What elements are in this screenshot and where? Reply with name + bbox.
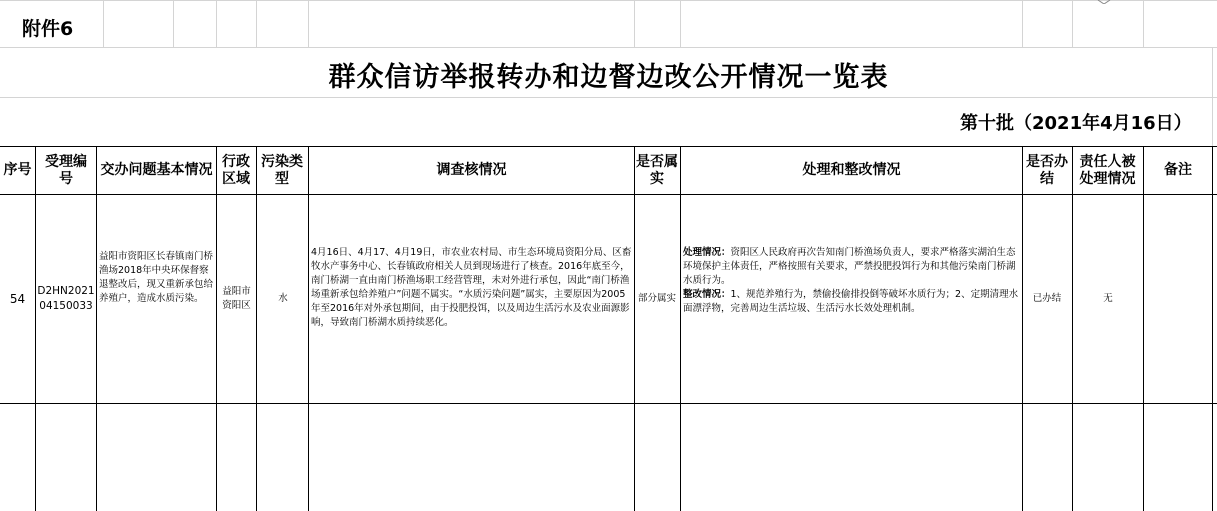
cell-pollution-type[interactable]: 水 <box>278 293 288 304</box>
grid-line <box>216 0 217 47</box>
header-district[interactable]: 行政区域 <box>222 153 250 187</box>
grid-line <box>634 0 635 47</box>
header-investigation[interactable]: 调查核情况 <box>436 162 507 178</box>
grid-line <box>103 0 104 47</box>
header-accept-no[interactable]: 受理编号 <box>45 153 87 187</box>
table-border <box>96 146 97 511</box>
table-border <box>256 146 257 511</box>
grid-line <box>256 0 257 47</box>
table-border <box>680 146 681 511</box>
cell-closed[interactable]: 已办结 <box>1032 293 1062 304</box>
cell-accountability[interactable]: 无 <box>1103 293 1113 304</box>
handling-title: 处理情况： <box>683 247 731 258</box>
table-border <box>1212 146 1213 511</box>
grid-line <box>1072 0 1073 47</box>
cell-problem[interactable]: 益阳市资阳区长春镇南门桥渔场2018年中央环保督察退整改后，现又重新承包给养殖户，造成水质污染。 <box>99 251 214 304</box>
grid-line <box>0 0 1217 1</box>
grid-line <box>680 0 681 47</box>
grid-line <box>173 0 174 47</box>
header-remarks[interactable]: 备注 <box>1164 162 1192 178</box>
grid-line <box>1143 0 1144 47</box>
grid-line <box>1022 0 1023 47</box>
rectify-title: 整改情况： <box>683 289 731 300</box>
table-border <box>308 146 309 511</box>
cell-is-true[interactable]: 部分属实 <box>638 293 677 304</box>
grid-line <box>0 97 1217 98</box>
sheet-corner-icon <box>1097 0 1111 4</box>
attachment-label: 附件6 <box>22 18 74 40</box>
header-problem[interactable]: 交办问题基本情况 <box>100 162 213 178</box>
table-border <box>0 403 1217 404</box>
table-border <box>35 146 36 511</box>
cell-accept-no[interactable]: D2HN202104150033 <box>37 285 95 312</box>
cell-handling[interactable] <box>683 246 1019 316</box>
table-border <box>1022 146 1023 511</box>
grid-line <box>0 47 1217 48</box>
rectify-text: 1、规范养殖行为，禁偷投偷排投倒等破坏水质行为；2、定期清理水面漂浮物，完善周边生活垃圾、生活污水长效处理机制。 <box>683 289 1019 314</box>
cell-district[interactable]: 益阳市资阳区 <box>222 286 251 311</box>
batch-date: 第十批（2021年4月16日） <box>960 113 1192 134</box>
handling-text: 资阳区人民政府再次告知南门桥渔场负责人，要求严格落实湖泊生态环境保护主体责任，严格按照有关要求，严禁投肥投饵行为和其他污染南门桥湖水质行为。 <box>683 247 1016 286</box>
cell-remarks[interactable] <box>1144 195 1212 403</box>
header-pollution-type[interactable]: 污染类型 <box>261 153 303 187</box>
table-border <box>216 146 217 511</box>
cell-seq[interactable]: 54 <box>9 292 26 306</box>
header-handling[interactable]: 处理和整改情况 <box>802 162 901 178</box>
table-border <box>634 146 635 511</box>
header-closed[interactable]: 是否办结 <box>1026 153 1068 187</box>
page-title: 群众信访举报转办和边督边改公开情况一览表 <box>328 62 889 93</box>
cell-investigation[interactable]: 4月16日、4月17、4月19日，市农业农村局、市生态环境局资阳分局、区畜牧水产事务中心、长春镇政府相关人员到现场进行了核查。2016年底至今，南门桥湖一直由南门桥渔场职工经营管理，未对外进行承包，因此“南门桥渔场重新承包给养殖户”问题不属实。“水质污染问题”属实，主要原因为2005年至2016年对外承包期间，由于投肥投饵，以及周边生活污水及农业面源影响，导致南门桥湖水质持续恶化。 <box>311 247 632 328</box>
header-is-true[interactable]: 是否属实 <box>636 153 678 187</box>
header-accountability[interactable]: 责任人被处理情况 <box>1079 153 1136 187</box>
header-seq[interactable]: 序号 <box>3 162 32 178</box>
grid-line <box>308 0 309 47</box>
table-border <box>1072 146 1073 511</box>
